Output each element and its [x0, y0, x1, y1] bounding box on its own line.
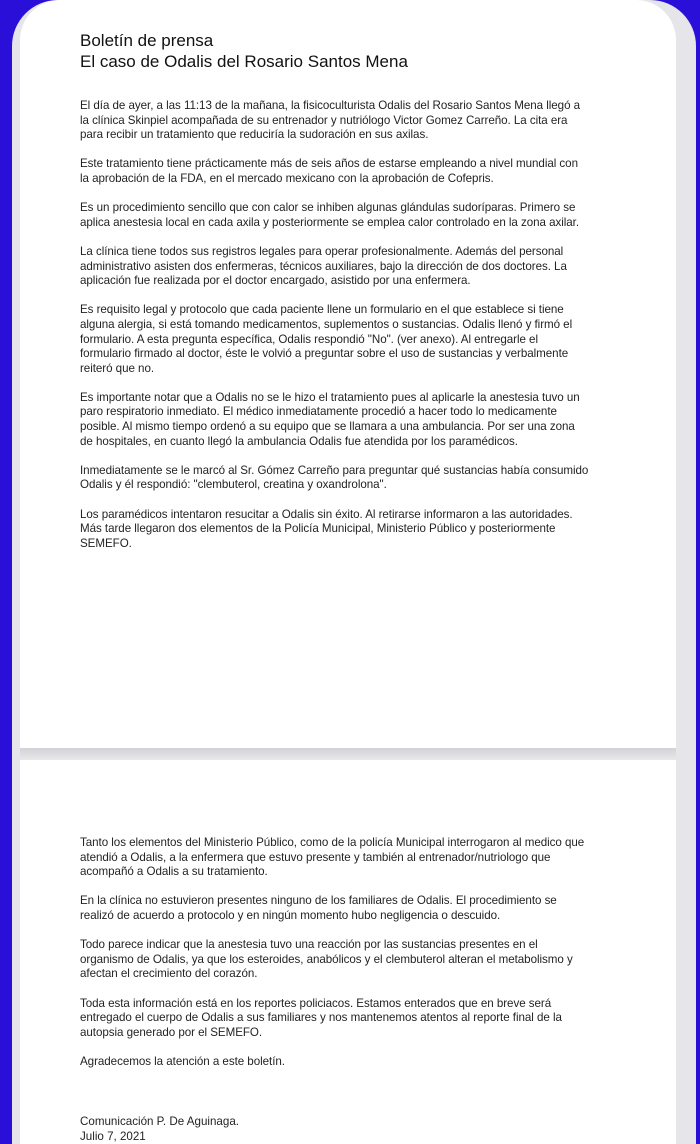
document-date: Julio 7, 2021 [80, 1129, 146, 1143]
paragraph: Inmediatamente se le marcó al Sr. Gómez Carreño para preguntar qué sustancias había consumido Odalis y él respondió: "clembuterol, creatina y oxandrolona". [80, 463, 589, 492]
paragraph: El día de ayer, a las 11:13 de la mañana, la fisicoculturista Odalis del Rosario Santos Mena llegó a la clínica Skinpiel acompañada de su entrenador y nutriólogo Victor Gomez Carreño. La cita era para recibir un tratamiento que reduciría la sudoración en sus axilas. [80, 99, 581, 142]
signature: Comunicación P. De Aguinaga. [80, 1115, 239, 1128]
document-title: Boletín de prensa [80, 31, 214, 50]
paragraph: Es importante notar que a Odalis no se le hizo el tratamiento pues al aplicarle la anestesia tuvo un paro respiratorio inmediato. El médico inmediatamente procedió a hacer todo lo medicamente posible. Al mismo tiempo ordenó a su equipo que se llamara a una ambulancia. Por ser una zona de hospitales, en cuanto llegó la ambulancia Odalis fue atendida por los paramédicos. [80, 390, 580, 448]
document-subtitle: El caso de Odalis del Rosario Santos Mena [80, 52, 408, 71]
paragraph: Toda esta información está en los reportes policiacos. Estamos enterados que en breve será entregado el cuerpo de Odalis a sus familiares y nos mantenemos atentos al reporte final de la autopsia generado por el SEMEFO. [80, 996, 562, 1039]
paragraph: Es requisito legal y protocolo que cada paciente llene un formulario en el que establece si tiene alguna alergia, si está tomando medicamentos, suplementos o sustancias. Odalis llenó y firmó el formulario. A esta pregunta específica, Odalis respondió "No". (ver anexo). Al entregarle el formulario firmado al doctor, éste le volvió a preguntar sobre el uso de sustancias y verbalmente reiteró que no. [80, 303, 573, 375]
page-separator [20, 748, 676, 760]
paragraph: En la clínica no estuvieron presentes ninguno de los familiares de Odalis. El procedimiento se realizó de acuerdo a protocolo y en ningún momento hubo negligencia o descuido. [80, 894, 557, 922]
page-1-body [80, 99, 590, 566]
paragraph: Es un procedimiento sencillo que con calor se inhiben algunas glándulas sudoríparas. Primero se aplica anestesia local en cada axila y posteriormente se emplea calor controlado en la zona axilar. [80, 201, 580, 229]
paragraph: Este tratamiento tiene prácticamente más de seis años de estarse empleando a nivel mundial con la aprobación de la FDA, en el mercado mexicano con la aprobación de Cofepris. [80, 157, 578, 185]
paragraph: Agradecemos la atención a este boletín. [80, 1054, 285, 1068]
signature-block [80, 1115, 239, 1144]
paragraph: Los paramédicos intentaron resucitar a Odalis sin éxito. Al retirarse informaron a las autoridades. Más tarde llegaron dos elementos de la Policía Municipal, Ministerio Público y posteriormente SEMEFO. [80, 507, 573, 550]
paragraph: La clínica tiene todos sus registros legales para operar profesionalmente. Además del personal administrativo asisten dos enfermeras, técnicos auxiliares, bajo la dirección de dos doctores. La aplicación fue realizada por el doctor encargado, asistido por una enfermera. [80, 244, 567, 288]
header-block [80, 30, 590, 72]
paragraph: Tanto los elementos del Ministerio Público, como de la policía Municipal interrogaron al medico que atendió a Odalis, a la enfermera que estuvo presente y también al entrenador/nutriologo que acompañó a Odalis a su tratamiento. [80, 836, 585, 879]
page-2-body [80, 836, 590, 1084]
paragraph: Todo parece indicar que la anestesia tuvo una reacción por las sustancias presentes en el organismo de Odalis, ya que los esteroides, anabólicos y el clembuterol alteran el metabolismo y afectan el crecimiento del corazón. [80, 938, 573, 981]
